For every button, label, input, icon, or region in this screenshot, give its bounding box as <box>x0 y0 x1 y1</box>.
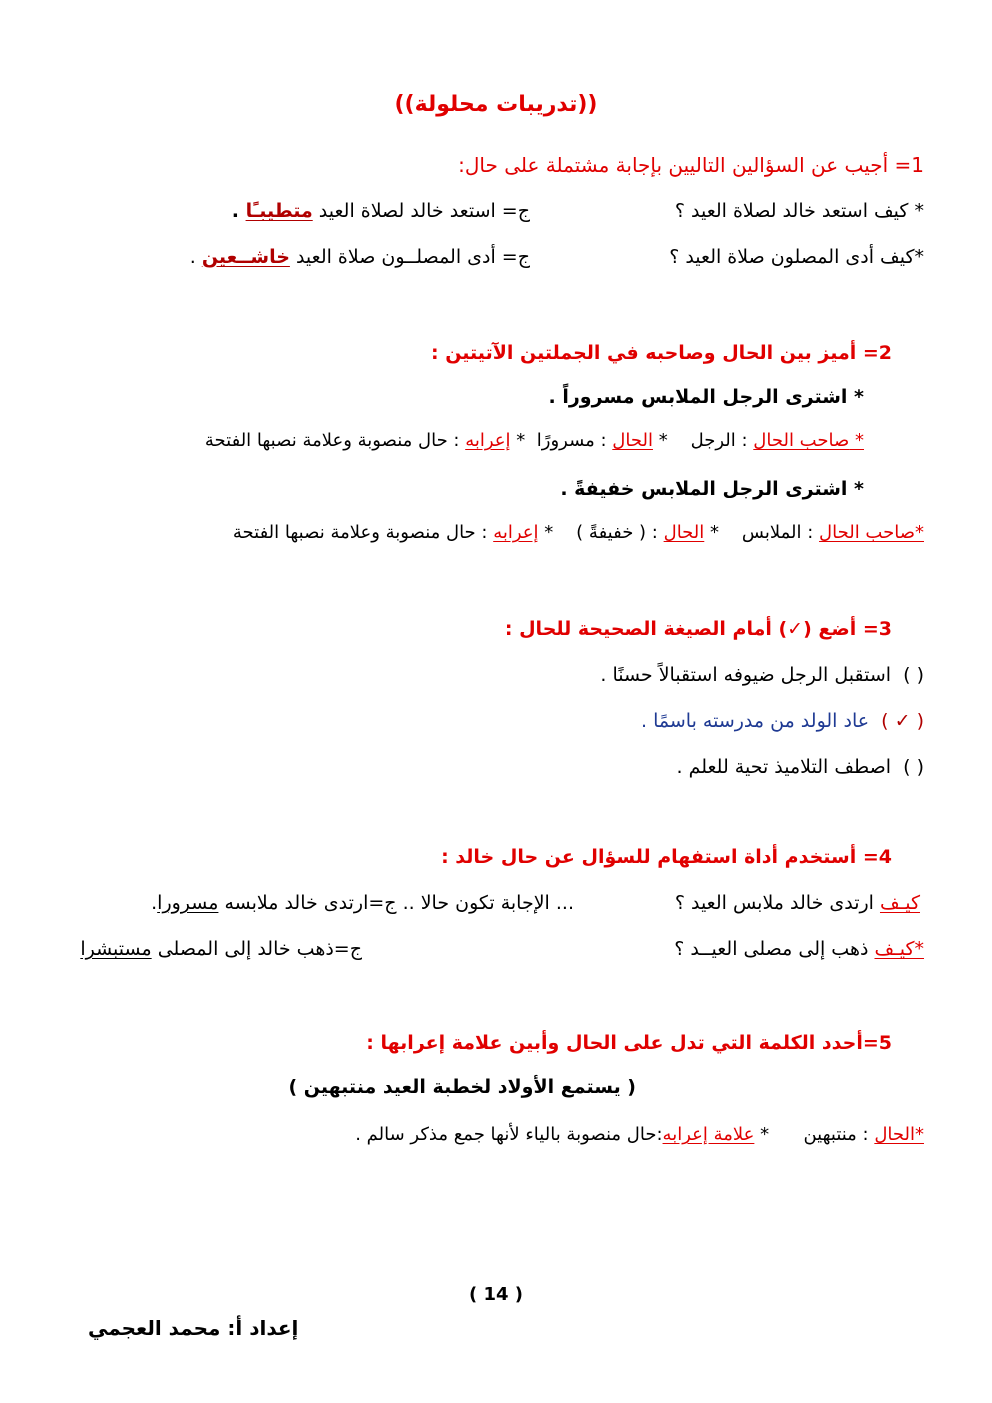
q2-a1-hal-value: : مسرورًا <box>536 430 607 451</box>
q2-a1-irab-value: : حال منصوبة وعلامة نصبها الفتحة <box>204 430 460 451</box>
q5-hal-label: *الحال <box>874 1124 924 1145</box>
q1-answer-2-hal: خاشــعين <box>201 246 290 268</box>
q5-mark-label: علامة إعرابه <box>662 1124 755 1145</box>
q4-row-1-question <box>675 890 920 916</box>
q3-option-3 <box>676 754 924 780</box>
q4-r1-tool: كيـف <box>879 892 920 914</box>
q4-row-1-answer <box>151 890 574 916</box>
author-credit: إعداد أ: محمد العجمي <box>88 1316 299 1340</box>
q3-option-1 <box>600 662 924 688</box>
page-number: ( 14 ) <box>468 1284 524 1305</box>
q1-answer-1-hal: متطيبـًا <box>245 200 313 222</box>
q4-r1-hal: مسرورا <box>157 892 219 914</box>
q2-a2-irab-value: : حال منصوبة وعلامة نصبها الفتحة <box>232 522 488 543</box>
q5-hal-value: : منتبهين <box>803 1124 875 1145</box>
q1-answer-2-text: ج= أدى المصلــون صلاة العيد <box>295 246 530 268</box>
q2-a2-star: * <box>704 522 720 543</box>
q5-answer <box>355 1122 924 1148</box>
q2-a2-hal-label: الحال <box>663 522 705 543</box>
q1-question-1: * كيف استعد خالد لصلاة العيد ؟ <box>674 200 924 222</box>
q2-a1-star: * <box>652 430 668 451</box>
q3-heading: 3= أضع (✓) أمام الصيغة الصحيحة للحال : <box>504 618 892 640</box>
q1-answer-1-text: ج= استعد خالد لصلاة العيد <box>318 200 530 222</box>
q4-r2-q: ذهب إلى مصلى العيــد ؟ <box>674 938 875 960</box>
q2-a2-hal-value: : ( خفيفةً ) <box>576 522 658 543</box>
q3-option-3-box[interactable]: ( ) <box>903 756 924 778</box>
q2-a1-irab-label: إعرابه <box>465 430 511 451</box>
q4-r1-ans: ج=ارتدى خالد ملابسه <box>218 892 397 914</box>
q4-r1-q: ارتدى خالد ملابس العيد ؟ <box>674 892 880 914</box>
q2-a1-hal-label: الحال <box>612 430 653 451</box>
q1-answer-2-end: . <box>189 246 202 268</box>
q3-option-3-text: اصطف التلاميذ تحية للعلم . <box>676 756 892 778</box>
q4-r1-mid: ... الإجابة تكون حالا .. <box>396 892 574 914</box>
q1-answer-2 <box>190 244 530 270</box>
q2-a2-owner-value: : الملابس <box>741 522 814 543</box>
q2-a1-owner-value: : الرجل <box>690 430 748 451</box>
q2-a1-owner: * صاحب الحال <box>753 430 864 451</box>
q3-option-1-text: استقبل الرجل ضيوفه استقبالاً حسنًا . <box>600 664 892 686</box>
q4-heading: 4= أستخدم أداة استفهام للسؤال عن حال خالد : <box>441 846 892 868</box>
q2-answer-1 <box>205 428 864 454</box>
q2-a2-owner: *صاحب الحال <box>819 522 924 543</box>
q2-answer-2 <box>233 520 924 546</box>
q3-option-1-box[interactable]: ( ) <box>903 664 924 686</box>
q4-row-2-question <box>674 936 924 962</box>
q2-sentence-2: * اشترى الرجل الملابس خفيفةً . <box>560 478 864 500</box>
q2-a1-star-2: * <box>510 430 526 451</box>
q1-answer-1-end: . <box>231 200 246 222</box>
q4-r2-hal: مستبشرا <box>80 938 152 960</box>
q4-r2-ans: ج=ذهب خالد إلى المصلى <box>151 938 362 960</box>
q3-option-2 <box>641 708 924 734</box>
q5-star: * <box>754 1124 770 1145</box>
q5-mark-value: :حال منصوبة بالياء لأنها جمع مذكر سالم . <box>355 1124 663 1145</box>
q2-sentence-1: * اشترى الرجل الملابس مسروراً . <box>548 386 864 408</box>
q2-heading: 2= أميز بين الحال وصاحبه في الجملتين الآتيتين : <box>430 342 892 364</box>
q1-answer-1 <box>232 198 530 224</box>
q4-row-2-answer <box>80 936 362 962</box>
q5-heading: 5=أحدد الكلمة التي تدل على الحال وأبين علامة إعرابها : <box>366 1032 892 1054</box>
q3-option-2-box[interactable]: ( ✓ ) <box>881 710 924 732</box>
q5-sentence: ( يستمع الأولاد لخطبة العيد منتبهين ) <box>288 1076 636 1098</box>
q2-a2-star-2: * <box>538 522 554 543</box>
page-title: ((تدريبات محلولة)) <box>394 92 598 117</box>
q4-r2-tool: *كيـف <box>874 938 924 960</box>
q4-r1-end: . <box>151 892 158 914</box>
q3-option-2-text: عاد الولد من مدرسته باسمًا . <box>641 710 870 732</box>
q1-question-2: *كيف أدى المصلون صلاة العيد ؟ <box>669 246 924 268</box>
q2-a2-irab-label: إعرابه <box>493 522 539 543</box>
q1-heading: 1= أجيب عن السؤالين التاليين بإجابة مشتملة على حال: <box>458 153 924 177</box>
